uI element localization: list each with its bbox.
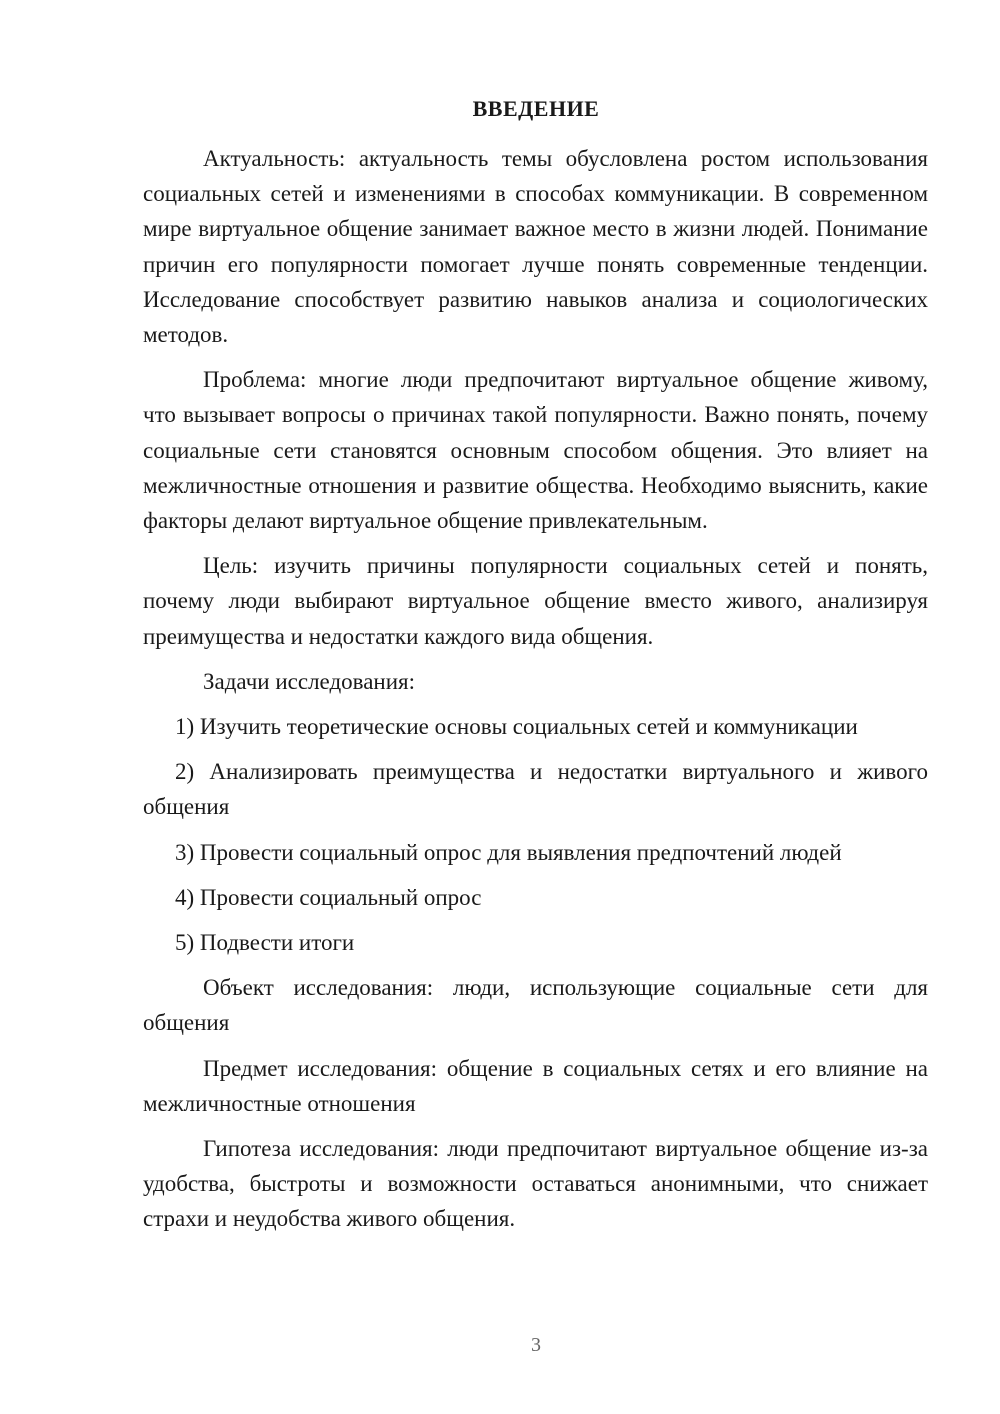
task-item-2: 2) Анализировать преимущества и недостатки виртуального и живого общения xyxy=(143,759,928,820)
task-item-4: 4) Провести социальный опрос xyxy=(175,884,482,910)
task-item-1: 1) Изучить теоретические основы социальных сетей и коммуникации xyxy=(175,714,858,740)
paragraph-relevance: Актуальность: актуальность темы обусловлена ростом использования социальных сетей и изменениями в способах коммуникации. В современном мире виртуальное общение занимает важное место в жизни людей. Понимание причин его популярности помогает лучше понять современные тенденции. Исследование способствует развитию навыков анализа и социологических методов. xyxy=(143,146,928,348)
section-title: ВВЕДЕНИЕ xyxy=(472,96,600,121)
paragraph-goal: Цель: изучить причины популярности социальных сетей и понять, почему люди выбирают виртуальное общение вместо живого, анализируя преимущества и недостатки каждого вида общения. xyxy=(143,553,928,649)
paragraph-problem: Проблема: многие люди предпочитают виртуальное общение живому, что вызывает вопросы о причинах такой популярности. Важно понять, почему социальные сети становятся основным способом общения. Это влияет на межличностные отношения и развитие общества. Необходимо выяснить, какие факторы делают виртуальное общение привлекательным. xyxy=(143,367,928,534)
paragraph-subject: Предмет исследования: общение в социальных сетях и его влияние на межличностные отношения xyxy=(143,1055,928,1116)
page-number: 3 xyxy=(531,1334,541,1356)
paragraph-tasks-heading: Задачи исследования: xyxy=(203,668,416,694)
document-body xyxy=(143,141,928,1247)
task-item-3: 3) Провести социальный опрос для выявления предпочтений людей xyxy=(175,839,842,865)
task-item-5: 5) Подвести итоги xyxy=(175,930,355,956)
paragraph-object: Объект исследования: люди, использующие социальные сети для общения xyxy=(143,975,928,1036)
paragraph-hypothesis: Гипотеза исследования: люди предпочитают виртуальное общение из-за удобства, быстроты и возможности оставаться анонимными, что снижает страхи и неудобства живого общения. xyxy=(143,1136,928,1232)
